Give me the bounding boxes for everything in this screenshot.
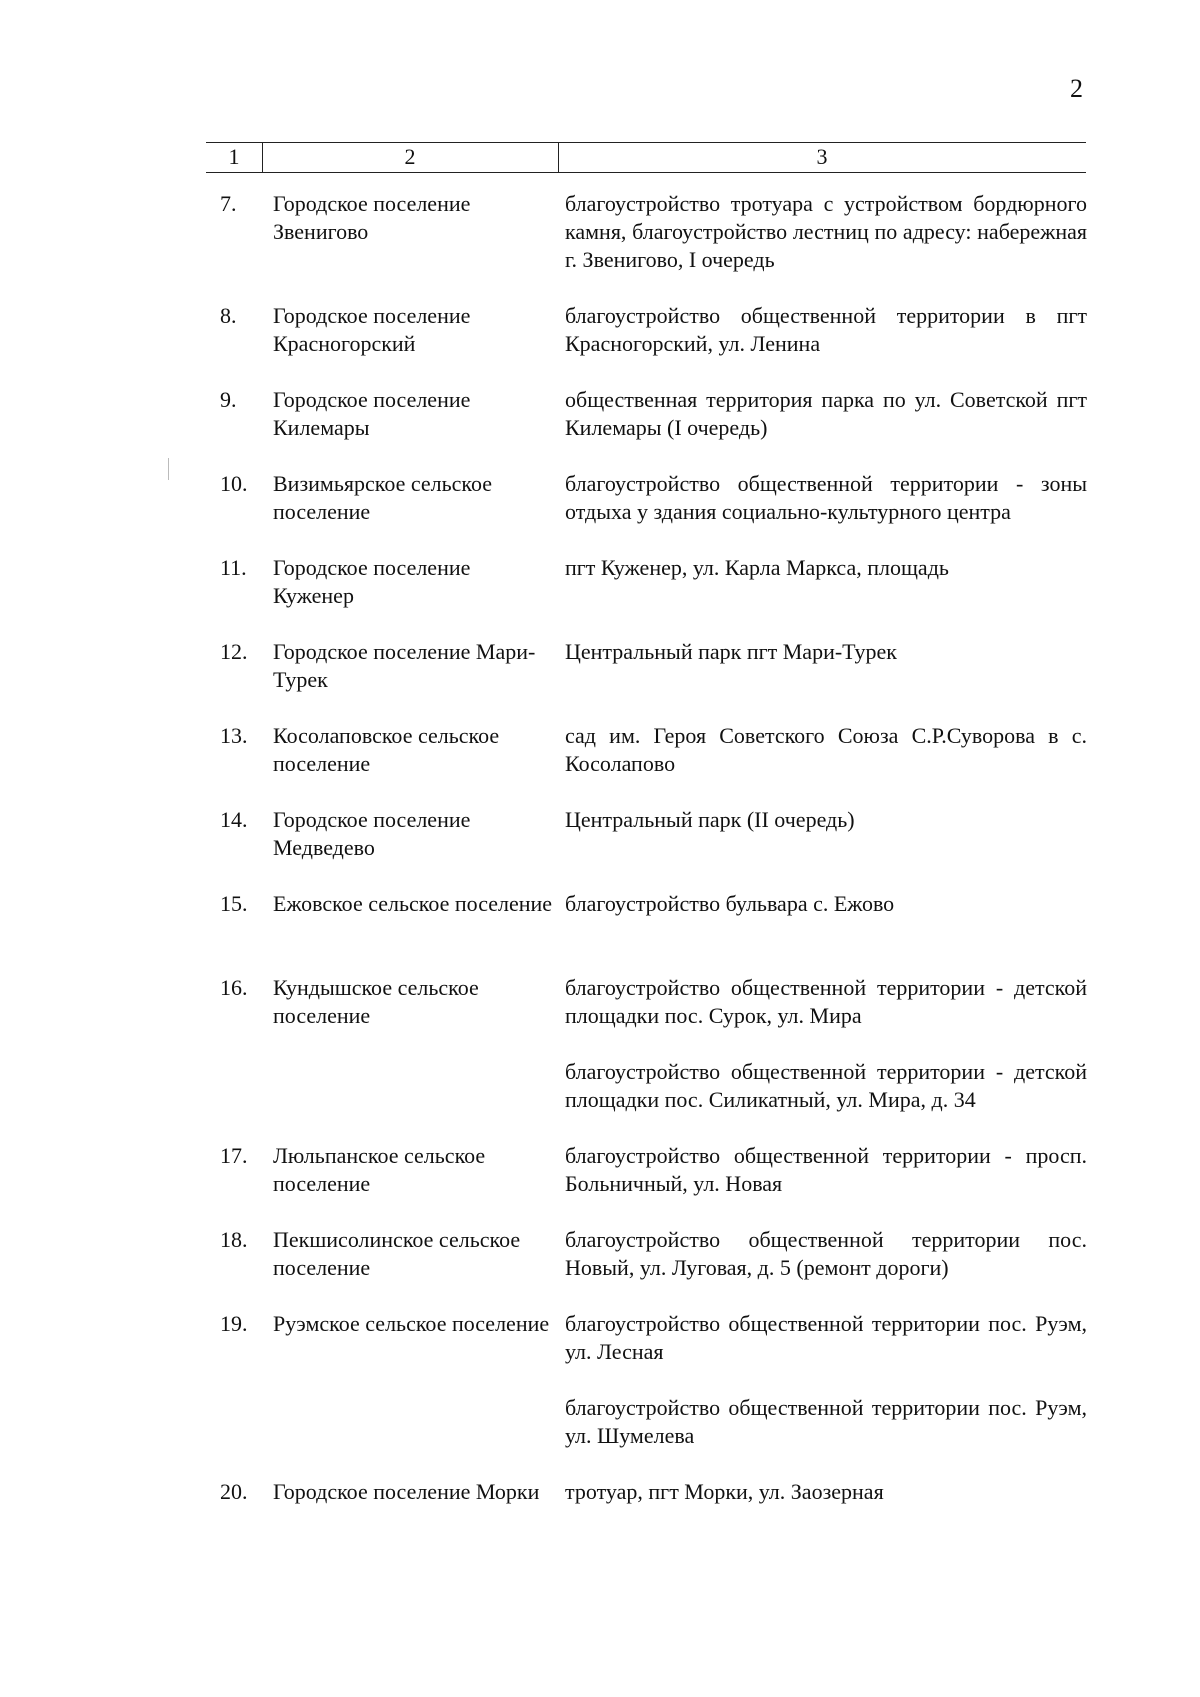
header-cell-2: 2 [404,144,416,169]
project-description: пгт Куженер, ул. Карла Маркса, площадь [565,555,949,580]
project-description: благоустройство общественной территории - детской площадки пос. Сурок, ул. Мира [565,975,1087,1028]
table-row [0,974,1200,1058]
settlement-name: Ежовское сельское поселение [273,891,553,916]
header-bottom-rule [206,172,1086,173]
table-row [0,722,1200,806]
project-description: благоустройство бульвара с. Ежово [565,891,895,916]
table-row-continuation [0,1394,1200,1478]
project-description: Центральный парк (II очередь) [565,807,855,832]
project-description: благоустройство общественной территории пос. Руэм, ул. Шумелева [565,1395,1087,1448]
project-description: благоустройство общественной территории - зоны отдыха у здания социально-культурного центра [565,471,1087,524]
table-row [0,1226,1200,1310]
settlement-name: Городское поселение Морки [273,1479,540,1504]
project-description: благоустройство тротуара с устройством бордюрного камня, благоустройство лестниц по адресу: набережная г. Звенигово, I очередь [565,191,1087,272]
row-number: 13. [220,723,248,748]
row-number: 9. [220,387,237,412]
row-number: 10. [220,471,248,496]
table-row-continuation [0,1058,1200,1142]
header-top-rule [206,142,1086,143]
table-row [0,386,1200,470]
table-row [0,470,1200,554]
page-number: 2 [1070,74,1083,103]
settlement-name: Городское поселение Красногорский [273,303,471,356]
settlement-name: Городское поселение Медведево [273,807,471,860]
table-row [0,890,1200,974]
row-number: 7. [220,191,237,216]
settlement-name: Городское поселение Куженер [273,555,471,608]
table-row [0,1478,1200,1562]
settlement-name: Городское поселение Звенигово [273,191,471,244]
row-number: 8. [220,303,237,328]
row-number: 11. [220,555,247,580]
project-description: сад им. Героя Советского Союза С.Р.Суворова в с. Косолапово [565,723,1087,776]
settlement-name: Пекшисолинское сельское поселение [273,1227,521,1280]
row-number: 14. [220,807,248,832]
project-description: благоустройство общественной территории - детской площадки пос. Силикатный, ул. Мира, д. 34 [565,1059,1087,1112]
row-number: 20. [220,1479,248,1504]
settlement-name: Городское поселение Мари-Турек [273,639,536,692]
table-header [206,142,1086,172]
settlement-name: Косолаповское сельское поселение [273,723,500,776]
table-row [0,190,1200,302]
row-number: 18. [220,1227,248,1252]
header-cell-3: 3 [816,144,828,169]
project-description: благоустройство общественной территории в пгт Красногорский, ул. Ленина [565,303,1087,356]
table-row [0,806,1200,890]
table-body [0,190,1200,1562]
header-cell-1: 1 [228,144,240,169]
project-description: общественная территория парка по ул. Советской пгт Килемары (I очередь) [565,387,1087,440]
row-number: 19. [220,1311,248,1336]
project-description: благоустройство общественной территории пос. Руэм, ул. Лесная [565,1311,1087,1364]
settlement-name: Руэмское сельское поселение [273,1311,550,1336]
settlement-name: Кундышское сельское поселение [273,975,479,1028]
project-description: тротуар, пгт Морки, ул. Заозерная [565,1479,884,1504]
row-number: 17. [220,1143,248,1168]
project-description: благоустройство общественной территории пос. Новый, ул. Луговая, д. 5 (ремонт дороги) [565,1227,1087,1280]
table-row [0,1310,1200,1394]
table-row [0,302,1200,386]
table-row [0,554,1200,638]
row-number: 15. [220,891,248,916]
settlement-name: Визимьярское сельское поселение [273,471,493,524]
row-number: 16. [220,975,248,1000]
table-row [0,638,1200,722]
row-number: 12. [220,639,248,664]
project-description: Центральный парк пгт Мари-Турек [565,639,897,664]
settlement-name: Люльпанское сельское поселение [273,1143,486,1196]
project-description: благоустройство общественной территории - просп. Больничный, ул. Новая [565,1143,1087,1196]
settlement-name: Городское поселение Килемары [273,387,471,440]
table-row [0,1142,1200,1226]
